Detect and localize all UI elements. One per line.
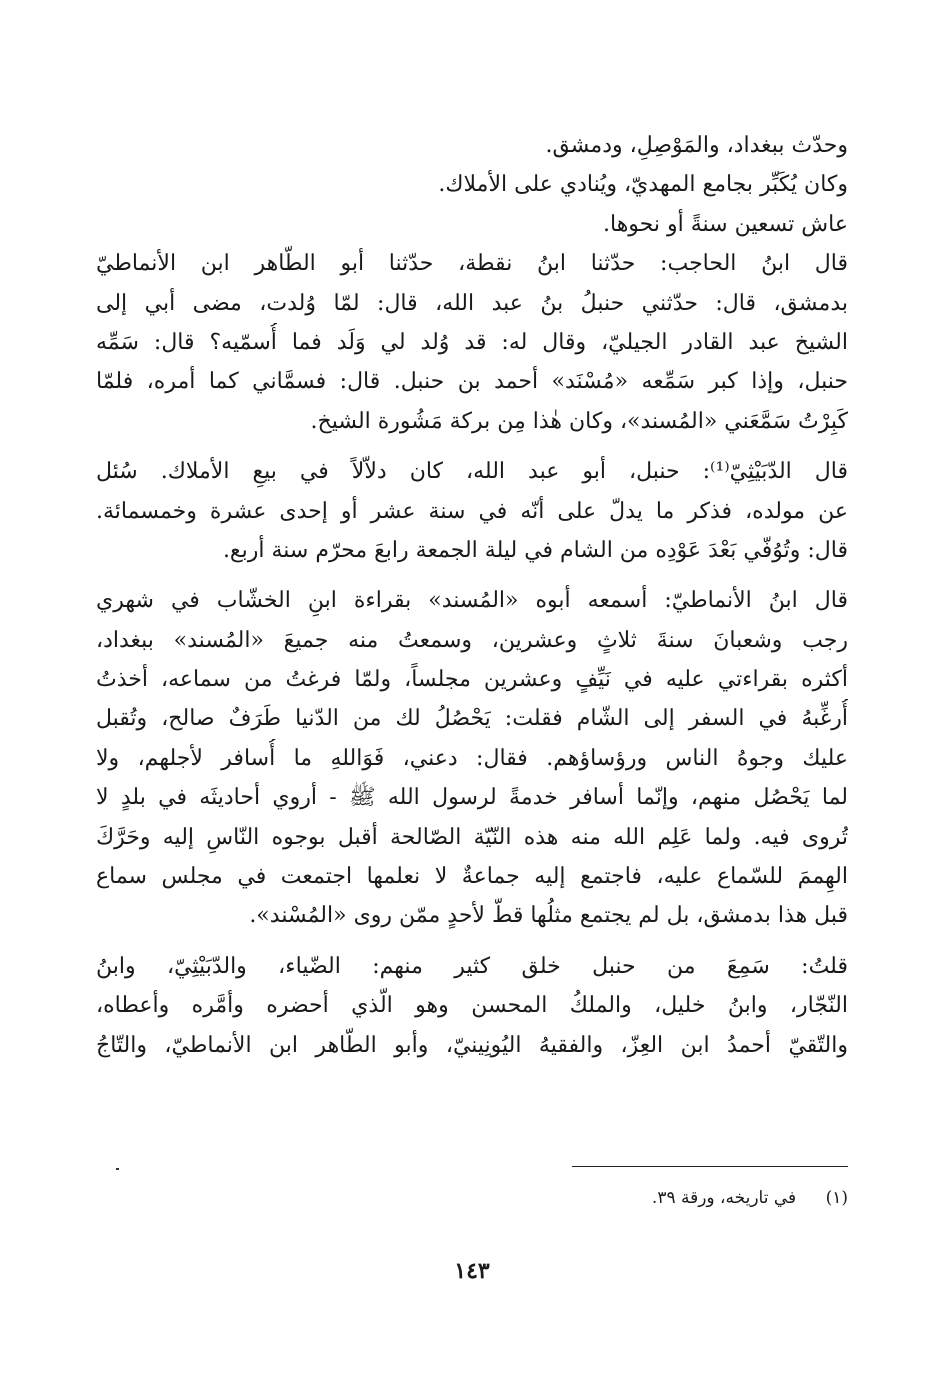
text-line: قال ابنُ الحاجب: حدّثنا ابنُ نقطة، حدّثنا أبو الطّاهر ابن الأنماطيّ bbox=[96, 251, 848, 277]
text-line: أُرغِّبهُ في السفر إلى الشّام فقلت: يَحْصُلُ لك من الدّنيا طَرَفٌ صالح، وتُقبل bbox=[96, 706, 848, 732]
footnote-text: في تاريخه، ورقة ٣٩. bbox=[651, 1188, 797, 1208]
text-line: لما يَحْصُل منهم، وإنّما أسافر خدمةً لرسول الله ﷺ - أروي أحاديثَه في بلدٍ لا bbox=[96, 785, 848, 811]
text-line: قلتُ: سَمِعَ من حنبل خلق كثير منهم: الضّياء، والدّبَيْثِيّ، وابنُ bbox=[96, 953, 848, 979]
scan-speck bbox=[116, 1168, 119, 1170]
main-text bbox=[96, 126, 848, 1065]
text-line: أكثره بقراءتي عليه في نَيِّفٍ وعشرين مجلساً، ولمّا فرغتُ من سماعه، أخذتُ bbox=[96, 667, 848, 693]
paragraph bbox=[96, 581, 848, 936]
text-line: والتّقيّ أحمدُ ابن العِزّ، والفقيهُ اليُونِينيّ، وأبو الطّاهر ابن الأنماطيّ، والتّاجُ bbox=[96, 1032, 848, 1058]
text-line: عليك وجوهُ الناس ورؤساؤهم. فقال: دعني، فَوَاللهِ ما أُسافر لأجلهم، ولا bbox=[96, 745, 848, 771]
footnote-marker: (١) bbox=[825, 1188, 848, 1208]
text-line: وكان يُكَبِّر بجامع المهديّ، ويُنادي على الأملاك. bbox=[438, 172, 848, 198]
text-line: قال ابنُ الأنماطيّ: أسمعه أبوه «المُسند» بقراءة ابنِ الخشّاب في شهري bbox=[96, 588, 848, 614]
text-line: بدمشق، قال: حدّثني حنبلُ بنُ عبد الله، قال: لمّا وُلدت، مضى أبي إلى bbox=[96, 290, 848, 316]
text-line: رجب وشعبانَ سنةَ ثلاثٍ وعشرين، وسمعتُ منه جميعَ «المُسند» ببغداد، bbox=[96, 627, 848, 653]
text-line: حنبل، وإذا كبر سَمِّعه «مُسْنَد» أحمد بن حنبل. قال: فسمَّاني كما أمره، فلمّا bbox=[96, 369, 848, 395]
text-line: قال: وتُوُفّي بَعْدَ عَوْدِه من الشام في ليلة الجمعة رابعَ محرّم سنة أربع. bbox=[222, 537, 848, 563]
footnote-separator bbox=[572, 1166, 848, 1167]
page-number: ١٤٣ bbox=[454, 1258, 490, 1284]
paragraph bbox=[96, 452, 848, 570]
text-line: الشيخ عبد القادر الجيليّ، وقال له: قد وُلد لي وَلَد فما أُسمّيه؟ قال: سَمِّه bbox=[96, 329, 848, 355]
text-line: تُروى فيه. ولما عَلِم الله منه هذه النّيّة الصّالحة أقبل بوجوه النّاسِ إليه وحَرَّكَ bbox=[96, 824, 848, 850]
paragraph bbox=[96, 244, 848, 441]
text-line: النّجّار، وابنُ خليل، والملكُ المحسن وهو الّذي أحضره وأمَّره وأعطاه، bbox=[96, 993, 848, 1019]
paragraph bbox=[96, 947, 848, 1065]
text-line: وحدّث ببغداد، والمَوْصِلِ، ودمشق. bbox=[545, 133, 848, 158]
text-line: عن مولده، فذكر ما يدلّ على أنّه في سنة عشر أو إحدى عشرة وخمسمائة. bbox=[96, 498, 848, 524]
paragraph-gap bbox=[96, 936, 848, 947]
text-line: قبل هذا بدمشق، بل لم يجتمع مثلُها قطّ لأحدٍ ممّن روى «المُسْند». bbox=[249, 903, 848, 929]
paragraph bbox=[96, 126, 848, 244]
text-line: عاش تسعين سنةً أو نحوها. bbox=[603, 211, 848, 237]
text-line: الهِممَ للسّماع عليه، فاجتمع إليه جماعةٌ لا نعلمها اجتمعت في مجلس سماع bbox=[96, 864, 848, 890]
text-line: كَبِرْتُ سَمَّعَني «المُسند»، وكان هٰذا مِن بركة مَشُورة الشيخ. bbox=[310, 408, 848, 434]
paragraph-gap bbox=[96, 570, 848, 581]
footnote bbox=[652, 1188, 848, 1208]
text-line: قال الدّبَيْثِيّ⁽¹⁾: حنبل، أبو عبد الله، كان دلاّلاً في بيعِ الأملاك. سُئل bbox=[96, 459, 848, 485]
paragraph-gap bbox=[96, 441, 848, 452]
